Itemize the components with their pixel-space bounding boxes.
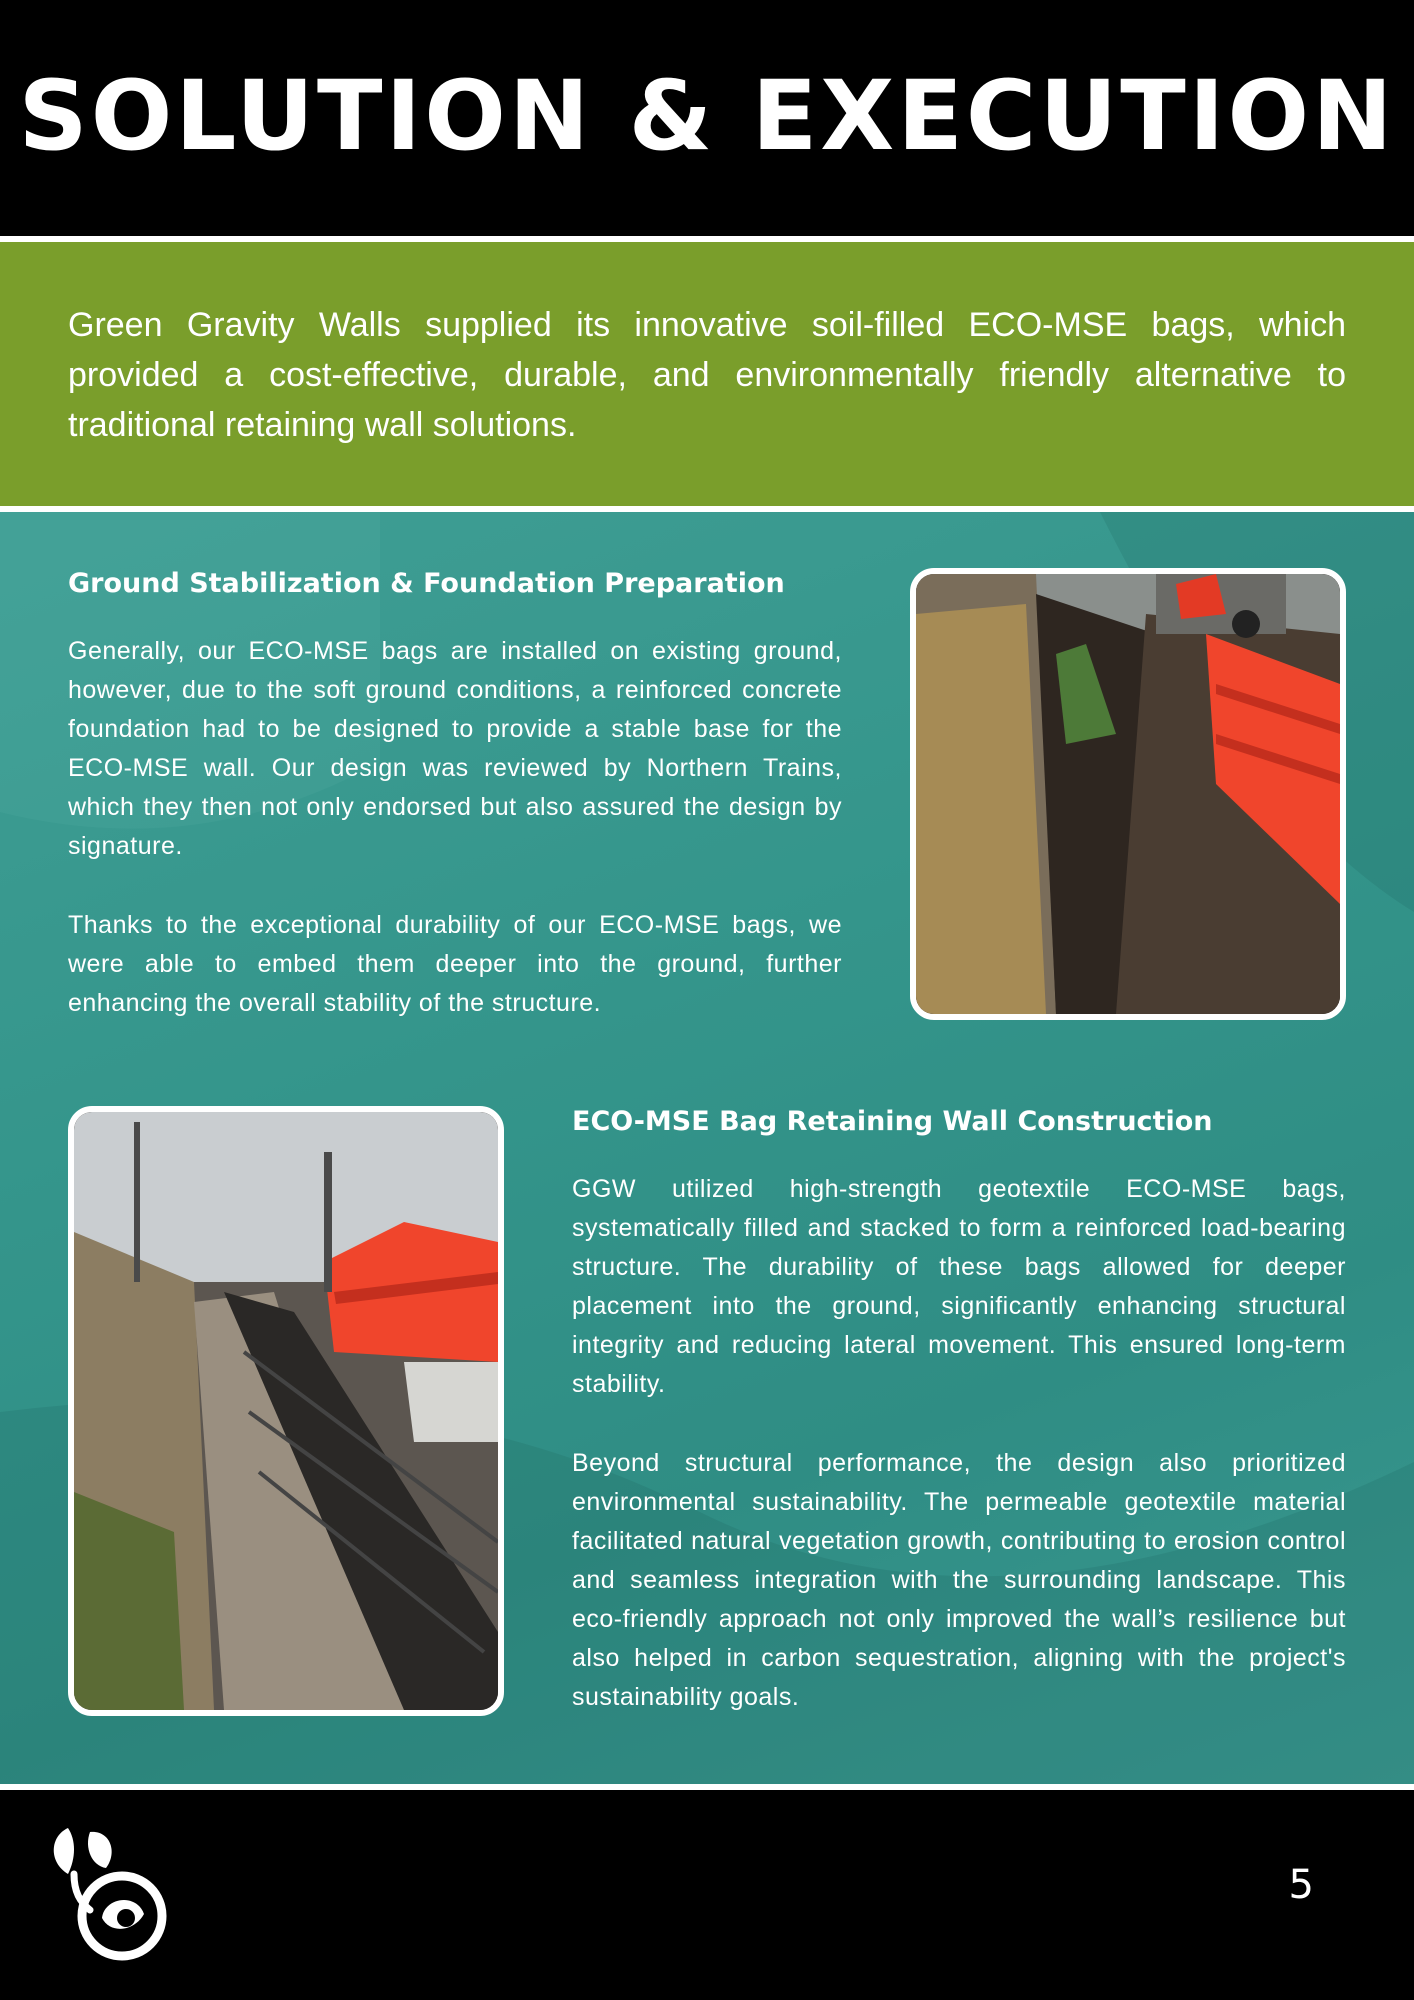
page-header [0,0,1414,236]
divider-bottom [0,1784,1414,1790]
page-number: 5 [1288,1862,1314,1908]
sprout-logo-icon [46,1822,180,1962]
paragraph-construction: GGW utilized high-strength geotextile ECO-MSE bags, systematically filled and stacked to form a reinforced load-bearing structure. The durability of these bags allowed for deeper placement into the ground, significantly enhancing structural integrity and reducing lateral movement. This ensured long-term stability. [572,1175,1346,1398]
paragraph-sustainability: Beyond structural performance, the design also prioritized environmental sustainability. The permeable geotextile material facilitated natural vegetation growth, contributing to erosion control and seamless integration with the surrounding landscape. This eco-friendly approach not only improved the wall’s resilience but also helped in carbon sequestration, aligning with the project's sustainability goals. [572,1449,1346,1711]
paragraph-foundation: Generally, our ECO-MSE bags are installed on existing ground, however, due to the soft ground conditions, a reinforced concrete foundation had to be designed to provide a stable base for the ECO-MSE wall. Our design was reviewed by Northern Trains, which they then not only endorsed but also assured the design by signature. [68,637,842,860]
page-title: SOLUTION & EXECUTION [18,60,1396,172]
page-footer [0,1792,1414,2000]
section-heading-wall-construction: ECO-MSE Bag Retaining Wall Construction [572,1106,1213,1137]
intro-text: Green Gravity Walls supplied its innovative soil-filled ECO-MSE bags, which provided a cost-effective, durable, and environmentally friendly alternative to traditional retaining wall solutions. [68,306,1346,444]
retaining-wall-photo-image [74,1112,498,1710]
photo-bag-retaining-wall [68,1106,504,1716]
trench-photo-image [916,574,1340,1014]
photo-trench-excavation [910,568,1346,1020]
paragraph-durability: Thanks to the exceptional durability of our ECO-MSE bags, we were able to embed them deeper into the ground, further enhancing the overall stability of the structure. [68,911,842,1017]
section-heading-ground-stabilization: Ground Stabilization & Foundation Preparation [68,568,785,599]
